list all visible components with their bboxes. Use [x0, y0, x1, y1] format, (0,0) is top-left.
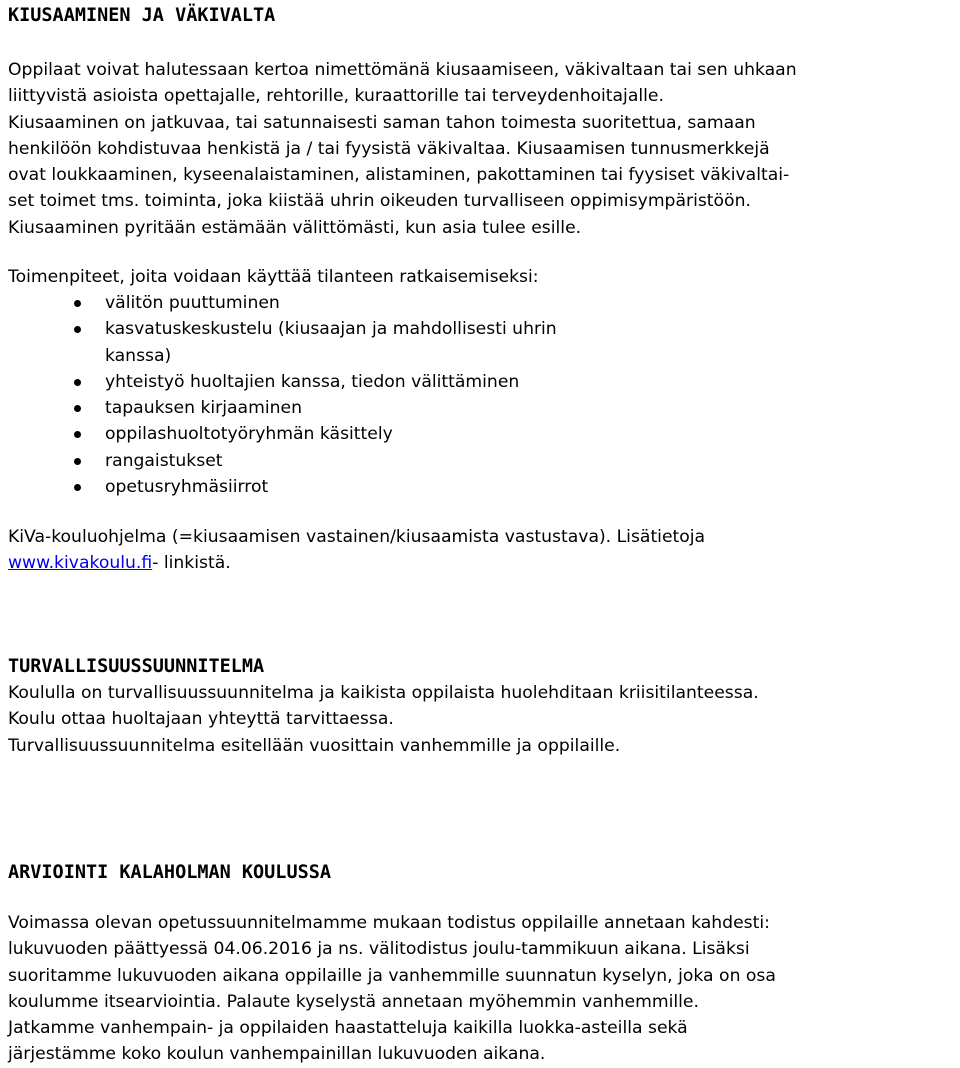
list-item	[8, 395, 557, 421]
text-line: Jatkamme vanhempain- ja oppilaiden haastatteluja kaikilla luokka-asteilla sekä	[8, 1018, 688, 1039]
bullet-icon	[74, 379, 81, 386]
text-line: lukuvuoden päättyessä 04.06.2016 ja ns. välitodistus joulu-tammikuun aikana. Lisäksi	[8, 939, 750, 960]
text-line: henkilöön kohdistuvaa henkistä ja / tai fyysistä väkivaltaa. Kiusaamisen tunnusmerkkejä	[8, 138, 770, 159]
text-line: ovat loukkaaminen, kyseenalaistaminen, alistaminen, pakottaminen tai fyysiset väkivaltai-	[8, 165, 790, 186]
text-line: KiVa-kouluohjelma (=kiusaamisen vastainen/kiusaamista vastustava). Lisätietoja	[8, 527, 706, 547]
kivakoulu-link[interactable]: www.kivakoulu.fi	[8, 553, 153, 574]
bullying-intro-paragraph	[8, 57, 953, 241]
kiva-paragraph	[8, 524, 953, 577]
text-line: Turvallisuussuunnitelma esitellään vuosittain vanhemmille ja oppilaille.	[8, 735, 621, 756]
text-line: Kiusaaminen pyritään estämään välittömästi, kun asia tulee esille.	[8, 217, 582, 238]
list-item	[8, 448, 557, 474]
list-item-text: oppilashuoltotyöryhmän käsittely	[105, 424, 393, 445]
list-item-continuation: kanssa)	[105, 345, 172, 366]
text-line: Koulu ottaa huoltajaan yhteyttä tarvittaessa.	[8, 709, 394, 730]
text-line: Oppilaat voivat halutessaan kertoa nimettömänä kiusaamiseen, väkivaltaan tai sen uhkaan	[8, 60, 797, 80]
list-item-text: rangaistukset	[105, 450, 223, 471]
safety-plan-heading: TURVALLISUUSSUUNNITELMA	[8, 656, 265, 677]
list-item-text: tapauksen kirjaaminen	[105, 398, 302, 419]
text-line: Koululla on turvallisuussuunnitelma ja kaikista oppilaista huolehditaan kriisitilanteessa.	[8, 683, 759, 703]
text-line: liittyvistä asioista opettajalle, rehtorille, kuraattorille tai terveydenhoitajalle.	[8, 86, 664, 107]
link-suffix-text: - linkistä.	[152, 553, 231, 574]
text-line: koulumme itsearviointia. Palaute kyselystä annetaan myöhemmin vanhemmille.	[8, 991, 699, 1012]
bullet-icon	[74, 300, 81, 307]
list-item	[8, 290, 557, 316]
list-item-text: opetusryhmäsiirrot	[105, 477, 269, 498]
list-item	[8, 316, 557, 369]
text-line: Kiusaaminen on jatkuvaa, tai satunnaisesti saman tahon toimesta suoritettua, samaan	[8, 112, 756, 133]
list-item	[8, 421, 557, 447]
list-item-text: kasvatuskeskustelu (kiusaajan ja mahdollisesti uhrin	[105, 319, 557, 340]
measures-list	[8, 290, 557, 500]
evaluation-paragraph	[8, 910, 953, 1068]
bullet-icon	[74, 431, 81, 438]
measures-title-text: Toimenpiteet, joita voidaan käyttää tilanteen ratkaisemiseksi:	[8, 267, 539, 287]
bullet-icon	[74, 458, 81, 465]
bullet-icon	[74, 484, 81, 491]
text-line: suoritamme lukuvuoden aikana oppilaille ja vanhemmille suunnatun kyselyn, joka on osa	[8, 965, 776, 986]
text-line: Voimassa olevan opetussuunnitelmamme mukaan todistus oppilaille annetaan kahdesti:	[8, 913, 770, 933]
list-item	[8, 369, 557, 395]
bullet-icon	[74, 405, 81, 412]
evaluation-heading: ARVIOINTI KALAHOLMAN KOULUSSA	[8, 862, 332, 883]
measures-title	[8, 264, 953, 290]
safety-plan-paragraph	[8, 680, 953, 759]
bullying-heading: KIUSAAMINEN JA VÄKIVALTA	[8, 5, 276, 26]
list-item-text: välitön puuttuminen	[105, 293, 280, 313]
text-line: set toimet tms. toiminta, joka kiistää uhrin oikeuden turvalliseen oppimisympäristöön.	[8, 191, 751, 212]
bullet-icon	[74, 326, 81, 333]
text-line: järjestämme koko koulun vanhempainillan lukuvuoden aikana.	[8, 1044, 546, 1065]
list-item	[8, 474, 557, 500]
text-line	[8, 550, 953, 576]
list-item-text: yhteistyö huoltajien kanssa, tiedon välittäminen	[105, 371, 520, 392]
